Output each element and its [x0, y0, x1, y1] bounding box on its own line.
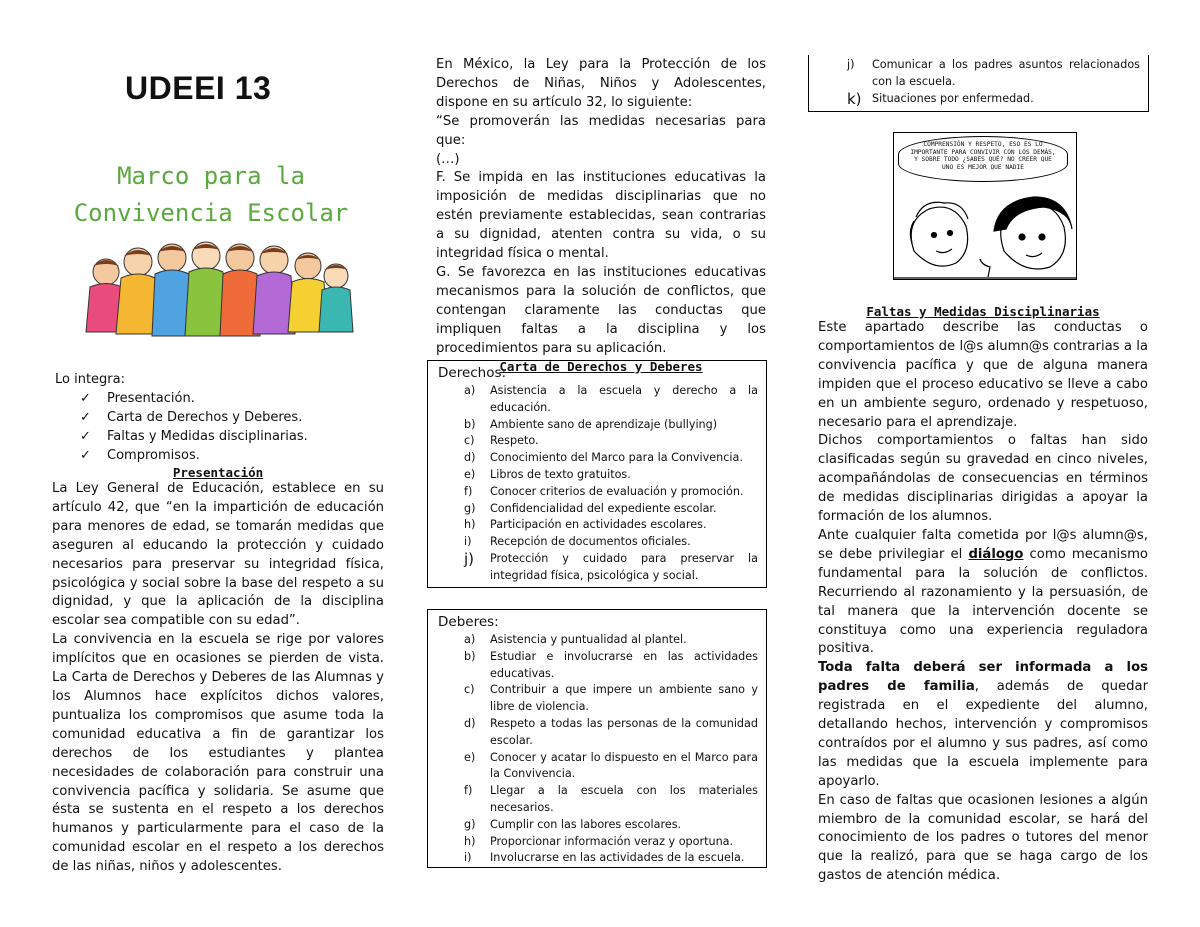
deberes-label: Deberes: — [438, 614, 499, 630]
list-marker: j) — [847, 58, 855, 71]
ley-paragraph-f: F. Se impida en las instituciones educativas la imposición de medidas disciplinarias que no estén previamente establecidas, sean contrarias a su dignidad, atenten contra su vida, o su integridad física o mental. — [436, 170, 766, 262]
informar-padres-emphasis: Toda falta deberá ser informada a los padres de familia — [818, 660, 1148, 695]
faltas-section — [818, 304, 1148, 886]
list-marker: f) — [464, 784, 473, 798]
document-title: UDEEI 13 — [125, 70, 272, 106]
list-item — [436, 632, 758, 649]
faltas-paragraph-2: Dichos comportamientos o faltas han sido clasificadas según su gravedad en cinco niveles, acompañándolas de consecuencias en términos de medidas disciplinarias dirigidas a apoyar la formación de los alumnos. — [818, 433, 1148, 525]
list-text: Ambiente sano de aprendizaje (bullying) — [490, 417, 718, 431]
comic-speech-bubble: COMPRENSIÓN Y RESPETO, ESO ES LO IMPORTANTE PARA CONVIVIR CON LOS DEMÁS, Y SOBRE TODO ¿SABES QUÉ? NO CREER QUE UNO ES MEJOR QUE NADIE — [898, 136, 1068, 182]
list-marker: b) — [464, 417, 476, 431]
comic-panel — [893, 132, 1077, 280]
list-marker: d) — [464, 451, 476, 465]
list-marker: h) — [464, 834, 476, 848]
list-text: Involucrarse en las actividades de la escuela. — [490, 851, 745, 865]
presentacion-paragraph-1: La Ley General de Educación, establece en su artículo 42, que “en la impartición de educación para menores de edad, se tomarán medidas que aseguren al educando la protección y cuidado necesarios para preservar su integridad física, psicológica y social sobre la base del respeto a su dignidad, y que la aplicación de la disciplina escolar sea compatible con su edad”. — [52, 481, 384, 629]
list-item — [436, 551, 758, 585]
list-marker: k) — [847, 89, 862, 108]
list-text: Libros de texto gratuitos. — [490, 467, 631, 481]
list-item — [817, 91, 1140, 108]
list-text: Situaciones por enfermedad. — [872, 91, 1034, 105]
list-item — [436, 450, 758, 467]
list-marker: a) — [464, 633, 476, 646]
document-subtitle — [56, 158, 366, 232]
list-text: Confidencialidad del expediente escolar. — [490, 501, 717, 515]
list-text: Asistencia y puntualidad al plantel. — [490, 633, 687, 646]
comic-characters — [894, 181, 1076, 279]
list-item — [436, 501, 758, 518]
dialogo-emphasis: diálogo — [968, 546, 1024, 562]
text-run: como mecanismo fundamental para la solución de conflictos. Recurriendo al razonamiento y la persuasión, de tal manera que la intervención docente se constituya como una experiencia reguladora positiva. — [818, 546, 1148, 657]
subtitle-line-2: Convivencia Escolar — [73, 199, 349, 227]
list-item — [817, 57, 1140, 91]
list-marker: f) — [464, 484, 473, 498]
list-text: Llegar a la escuela con los materiales necesarios. — [490, 784, 758, 814]
list-marker: a) — [464, 384, 476, 397]
list-item — [436, 716, 758, 750]
presentacion-section — [52, 465, 384, 877]
derechos-box — [427, 360, 767, 588]
list-text: Comunicar a los padres asuntos relacionados con la escuela. — [872, 58, 1140, 88]
text-run: , además de quedar registrada en el expediente del alumno, detallando hechos, intervención y compromisos contraídos por el alumno y sus padres, así como las medidas que la escuela implemente para apoyarlo. — [818, 679, 1148, 789]
list-item — [436, 649, 758, 683]
faltas-heading: Faltas y Medidas Disciplinarias — [866, 304, 1100, 319]
carta-heading: Carta de Derechos y Deberes — [499, 358, 703, 374]
list-text: Participación en actividades escolares. — [490, 518, 707, 532]
list-text: Recepción de documentos oficiales. — [490, 535, 691, 549]
faltas-paragraph-3 — [818, 527, 1148, 659]
list-item — [436, 850, 758, 867]
list-marker: e) — [464, 467, 476, 481]
list-item — [436, 517, 758, 534]
faltas-paragraph-1: Este apartado describe las conductas o comportamientos de l@s alumn@s contrarias a la convivencia pacífica y que de alguna manera impiden que el proceso educativo se lleve a cabo en un ambiente seguro, ordenado y respetuoso, necesario para el aprendizaje. — [818, 320, 1148, 430]
list-text: Proporcionar información veraz y oportuna. — [490, 834, 734, 848]
list-item — [436, 682, 758, 716]
list-text: Contribuir a que impere un ambiente sano y libre de violencia. — [490, 683, 758, 714]
list-item: ✓ Compromisos. — [80, 446, 308, 465]
list-item — [436, 534, 758, 551]
list-marker: c) — [464, 683, 475, 697]
list-text: Cumplir con las labores escolares. — [490, 817, 682, 831]
list-item — [436, 433, 758, 450]
list-marker: e) — [464, 750, 476, 764]
list-text: Protección y cuidado para preservar la integridad física, psicológica y social. — [490, 551, 758, 582]
list-marker: i) — [464, 851, 472, 865]
ley-paragraph-1: En México, la Ley para la Protección de los Derechos de Niñas, Niños y Adolescentes, dispone en su artículo 32, lo siguiente: — [436, 57, 766, 110]
ley-section — [436, 56, 766, 374]
list-item — [436, 484, 758, 501]
list-text: Respeto. — [490, 434, 539, 448]
list-marker: h) — [464, 518, 476, 532]
list-text: Estudiar e involucrarse en las actividades educativas. — [490, 649, 758, 680]
list-marker: j) — [464, 549, 475, 568]
ley-paragraph-3: (…) — [436, 151, 460, 167]
list-item — [436, 750, 758, 784]
contents-checklist — [80, 389, 308, 465]
list-marker: i) — [464, 535, 472, 549]
list-marker: d) — [464, 716, 476, 730]
list-item — [436, 467, 758, 484]
list-marker: b) — [464, 649, 476, 663]
list-text: Conocer criterios de evaluación y promoción. — [490, 484, 744, 498]
children-group-illustration — [82, 232, 354, 344]
deberes-continued-box — [808, 55, 1149, 112]
list-text: Respeto a todas las personas de la comunidad escolar. — [490, 716, 758, 747]
faltas-paragraph-5: En caso de faltas que ocasionen lesiones a algún miembro de la comunidad escolar, se hará del conocimiento de los padres o tutores del menor que la realizó, para que se haga cargo de los gastos de atención médica. — [818, 792, 1148, 884]
list-item: ✓ Presentación. — [80, 389, 308, 408]
list-item — [436, 417, 758, 434]
list-text: Asistencia a la escuela y derecho a la educación. — [490, 384, 758, 414]
list-marker: c) — [464, 434, 475, 448]
list-item — [436, 783, 758, 817]
list-item: ✓ Carta de Derechos y Deberes. — [80, 408, 308, 427]
list-text: Conocer y acatar lo dispuesto en el Marco para la Convivencia. — [490, 750, 758, 781]
presentacion-heading: Presentación — [172, 465, 264, 480]
derechos-list — [436, 383, 758, 585]
list-item — [436, 383, 758, 417]
faltas-paragraph-4 — [818, 659, 1148, 791]
list-item — [436, 834, 758, 851]
derechos-label: Derechos: — [438, 365, 507, 381]
text-run: Ante cualquier falta cometida por l@s alumn@s, se debe privilegiar el — [818, 527, 1148, 562]
list-text: Conocimiento del Marco para la Convivencia. — [490, 451, 743, 465]
intro-label: Lo integra: — [55, 372, 125, 387]
deberes-continued-list — [817, 57, 1140, 107]
list-marker: g) — [464, 501, 476, 515]
presentacion-paragraph-2: La convivencia en la escuela se rige por valores implícitos que en ocasiones se pierden de vista. La Carta de Derechos y Deberes de las Alumnas y los Alumnos hace explícitos dichos valores, puntualiza los compromisos que asume toda la comunidad educativa a fin de garantizar los derechos de los estudiantes y plantea necesidades de colaboración para construir una convivencia pacífica y solidaria. Se asume que ésta se sustenta en el respeto a los derechos humanos y particularmente para el caso de la comunidad escolar en el respeto a los derechos de las niñas, niños y adolescentes. — [52, 632, 384, 875]
deberes-list — [436, 632, 758, 867]
subtitle-line-1: Marco para la — [117, 162, 305, 190]
list-marker: g) — [464, 817, 476, 831]
list-item — [436, 817, 758, 834]
ley-paragraph-g: G. Se favorezca en las instituciones educativas mecanismos para la solución de conflictos, que contengan claramente las conductas que impliquen faltas a la disciplina y los procedimientos para su aplicación. — [436, 264, 766, 356]
ley-paragraph-2: “Se promoverán las medidas necesarias para que: — [436, 113, 766, 148]
deberes-box — [427, 609, 767, 868]
list-item: ✓ Faltas y Medidas disciplinarias. — [80, 427, 308, 446]
